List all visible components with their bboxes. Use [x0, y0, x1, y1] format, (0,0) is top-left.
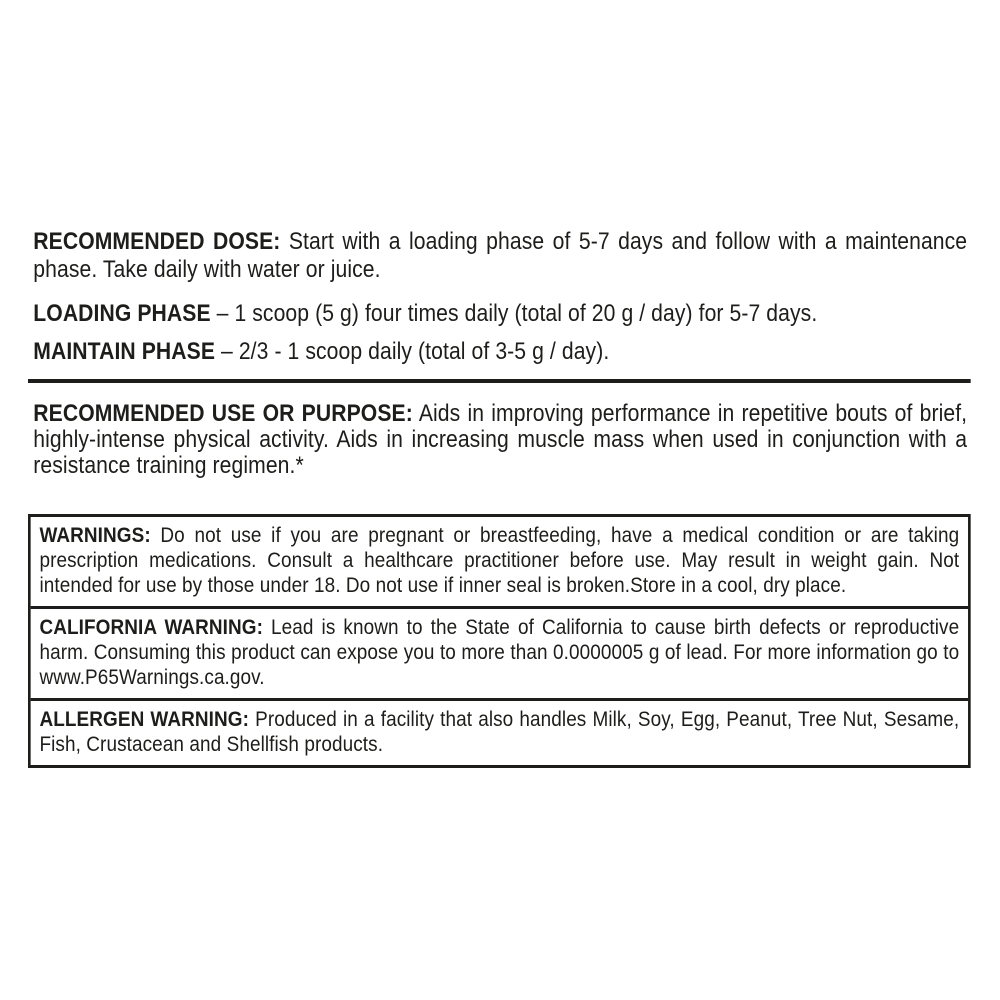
allergen-warning-heading: ALLERGEN WARNING: [39, 707, 249, 731]
section-divider-rule [28, 379, 971, 383]
recommended-use-text: Aids in improving performance in repetitive bouts of brief, highly-intense physical activity. Aids in increasing muscle mass when used in conjunction with a resistance training regimen.* [33, 400, 968, 479]
recommended-use-heading: RECOMMENDED USE OR PURPOSE: [33, 400, 413, 427]
recommended-dose-paragraph [28, 228, 971, 284]
maintain-phase-heading: MAINTAIN PHASE [33, 338, 216, 365]
recommended-dose-heading: RECOMMENDED DOSE: [33, 228, 281, 255]
warnings-section [31, 517, 968, 606]
recommended-dose-text: Start with a loading phase of 5-7 days and follow with a maintenance phase. Take daily with water or juice. [33, 228, 968, 283]
label-content [28, 228, 971, 768]
warnings-heading: WARNINGS: [39, 523, 151, 547]
california-warning-section [31, 606, 968, 698]
loading-phase-line [28, 300, 971, 328]
warnings-text: Do not use if you are pregnant or breastfeeding, have a medical condition or are taking prescription medications. Consult a healthcare practitioner before use. May result in weight gain. Not intended for use by those under 18. Do not use if inner seal is broken.Store in a cool, dry place. [39, 523, 960, 597]
loading-phase-text: – 1 scoop (5 g) four times daily (total of 20 g / day) for 5-7 days. [216, 300, 818, 327]
recommended-use-paragraph [28, 401, 971, 479]
allergen-warning-text: Produced in a facility that also handles Milk, Soy, Egg, Peanut, Tree Nut, Sesame, Fish, Crustacean and Shellfish products. [39, 707, 960, 756]
warning-boxes [28, 514, 971, 768]
allergen-warning-section [31, 698, 968, 765]
california-warning-heading: CALIFORNIA WARNING: [39, 615, 264, 639]
maintain-phase-line [28, 338, 971, 366]
california-warning-text: Lead is known to the State of California to cause birth defects or reproductive harm. Consuming this product can expose you to more than 0.0000005 g of lead. For more information go to www.P65Warnings.ca.gov. [39, 615, 960, 689]
maintain-phase-text: – 2/3 - 1 scoop daily (total of 3-5 g / day). [221, 338, 610, 365]
loading-phase-heading: LOADING PHASE [33, 300, 211, 327]
